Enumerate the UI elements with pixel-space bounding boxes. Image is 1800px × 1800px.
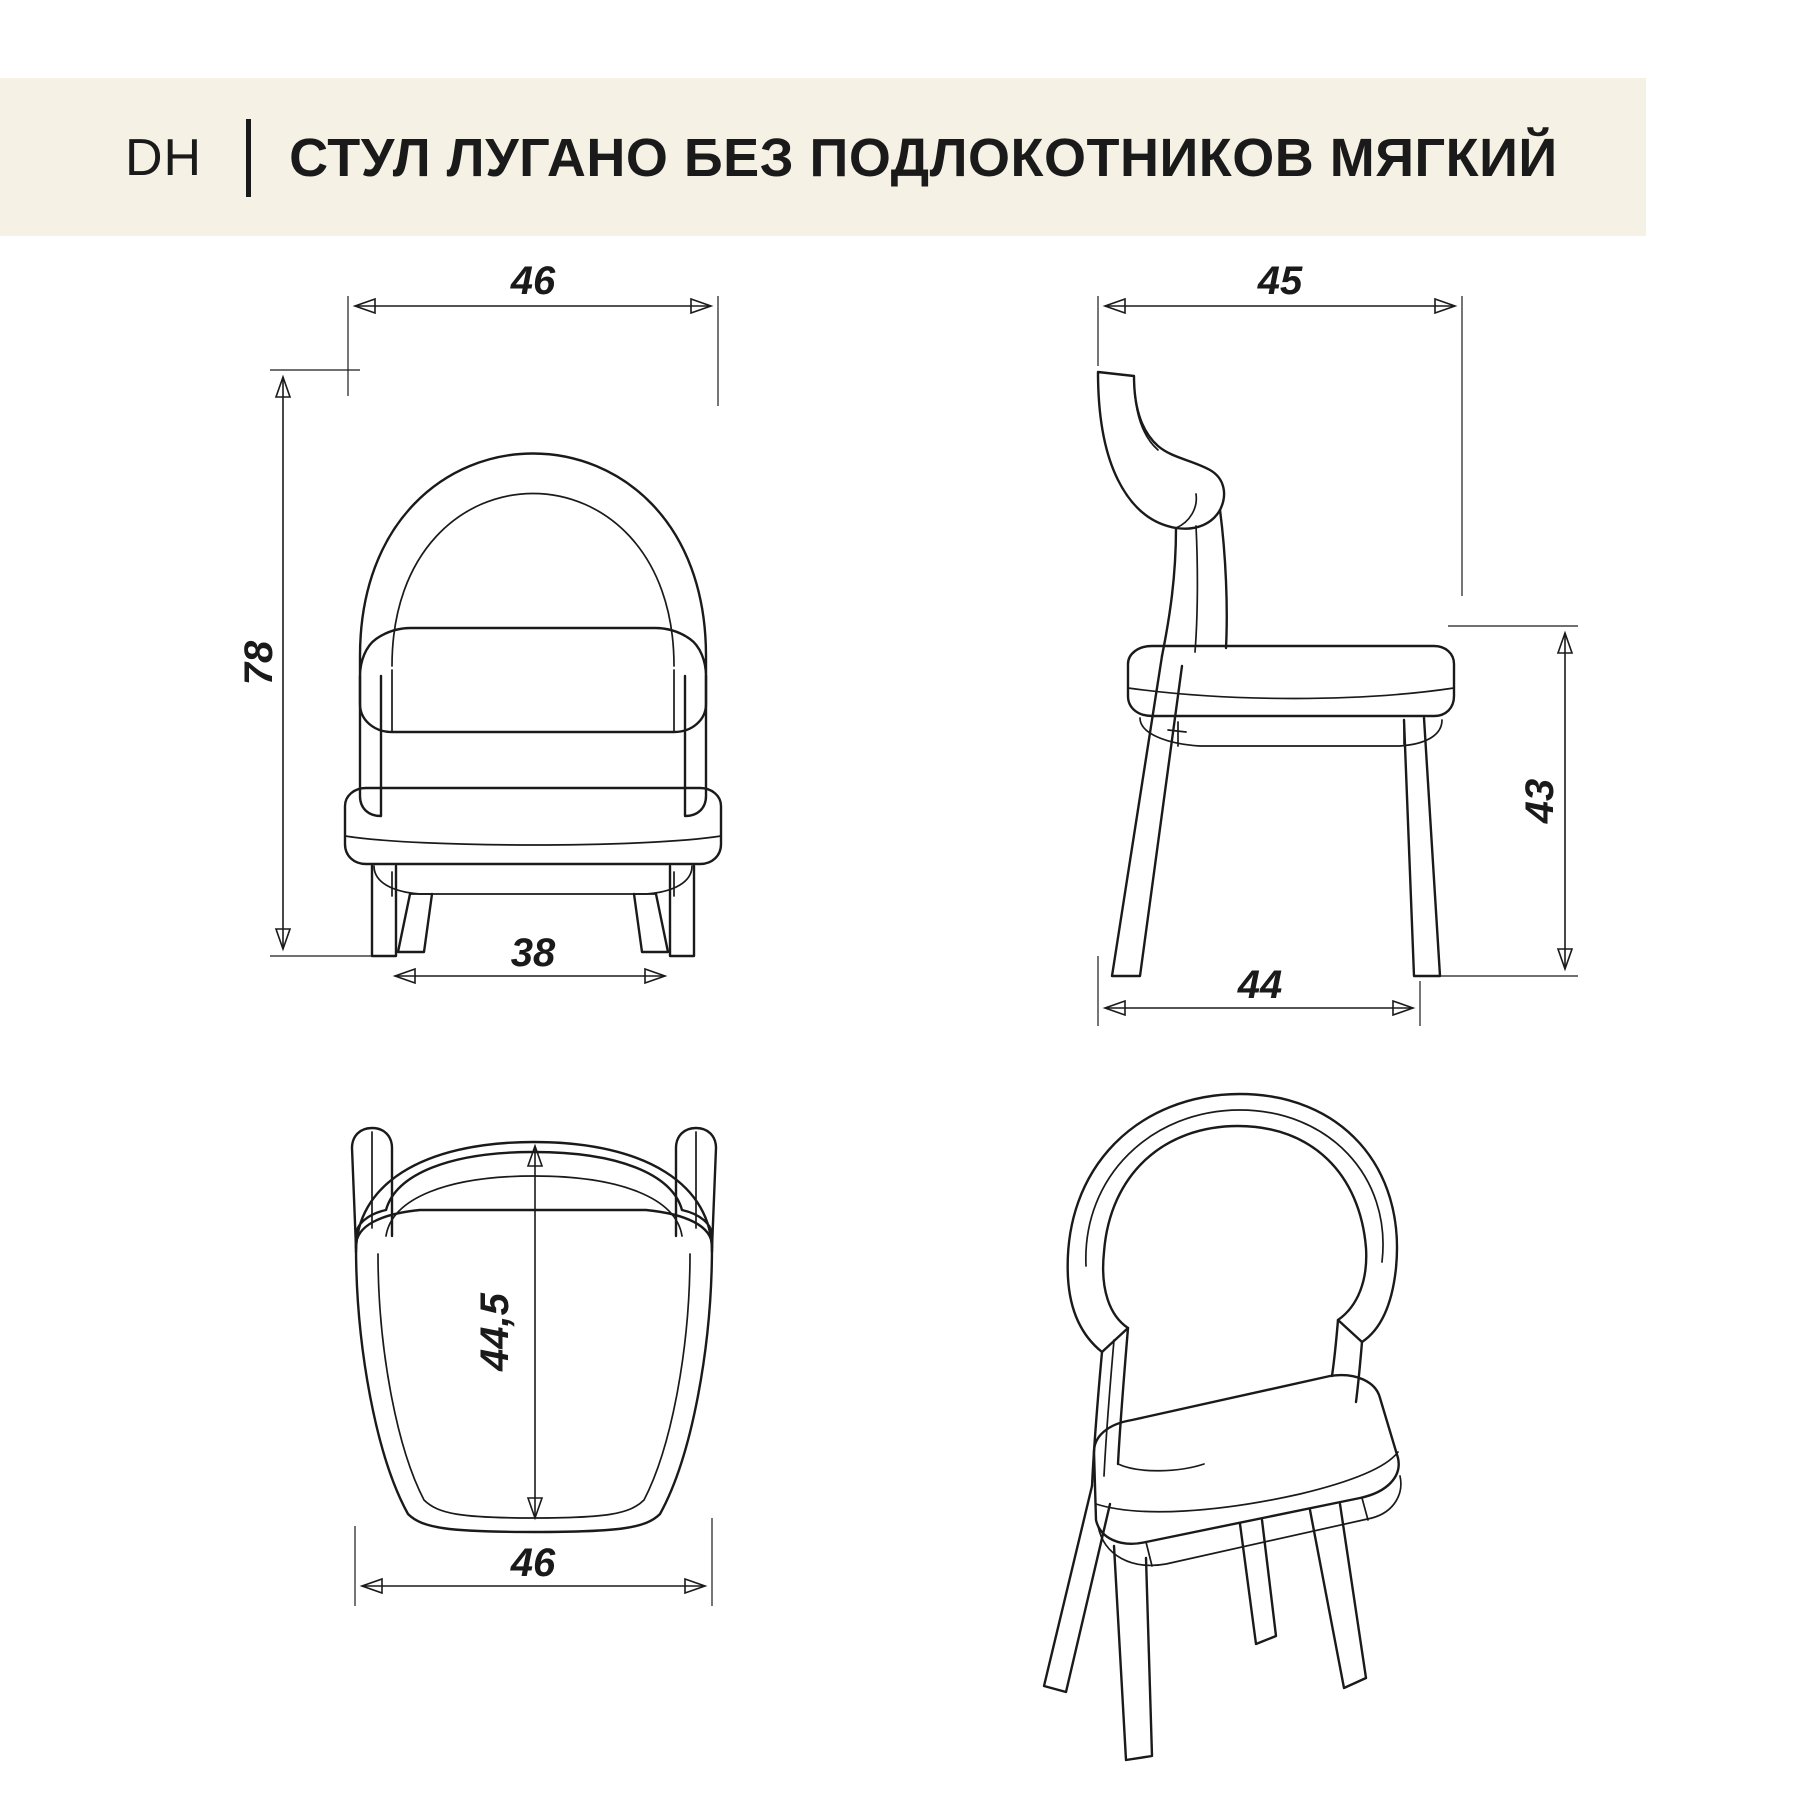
side-view	[1098, 259, 1578, 1026]
top-chair-drawing	[352, 1128, 716, 1532]
top-view	[352, 1128, 716, 1606]
brand-logo: DH	[125, 129, 203, 187]
dim-label-side-seat-height: 43	[1518, 778, 1562, 824]
side-chair-drawing	[1098, 372, 1454, 976]
dim-side-depth-top	[1098, 259, 1462, 596]
dim-label-front-width-top: 46	[510, 259, 556, 303]
perspective-view	[1044, 1094, 1401, 1760]
dim-side-depth-bottom	[1098, 956, 1420, 1026]
dim-label-top-width: 46	[510, 1541, 556, 1585]
drawing-canvas	[0, 236, 1800, 1800]
dim-front-height	[237, 370, 380, 956]
dim-side-seat-height	[1420, 626, 1578, 976]
perspective-chair-drawing	[1044, 1094, 1401, 1760]
dim-label-front-width-bottom: 38	[510, 931, 556, 975]
dim-label-side-depth-top: 45	[1257, 259, 1303, 303]
dim-front-width-bottom	[395, 931, 665, 983]
dim-front-width-top	[348, 259, 718, 406]
header-divider	[246, 119, 251, 197]
front-chair-drawing	[345, 454, 721, 957]
dim-label-top-depth: 44,5	[473, 1293, 517, 1371]
front-view	[237, 259, 721, 983]
dim-label-side-depth-bottom: 44	[1237, 963, 1283, 1007]
page-title: СТУЛ ЛУГАНО БЕЗ ПОДЛОКОТНИКОВ МЯГКИЙ	[289, 128, 1558, 188]
dim-top-depth	[473, 1146, 542, 1518]
dim-label-front-height: 78	[237, 640, 281, 686]
header	[125, 108, 1558, 208]
